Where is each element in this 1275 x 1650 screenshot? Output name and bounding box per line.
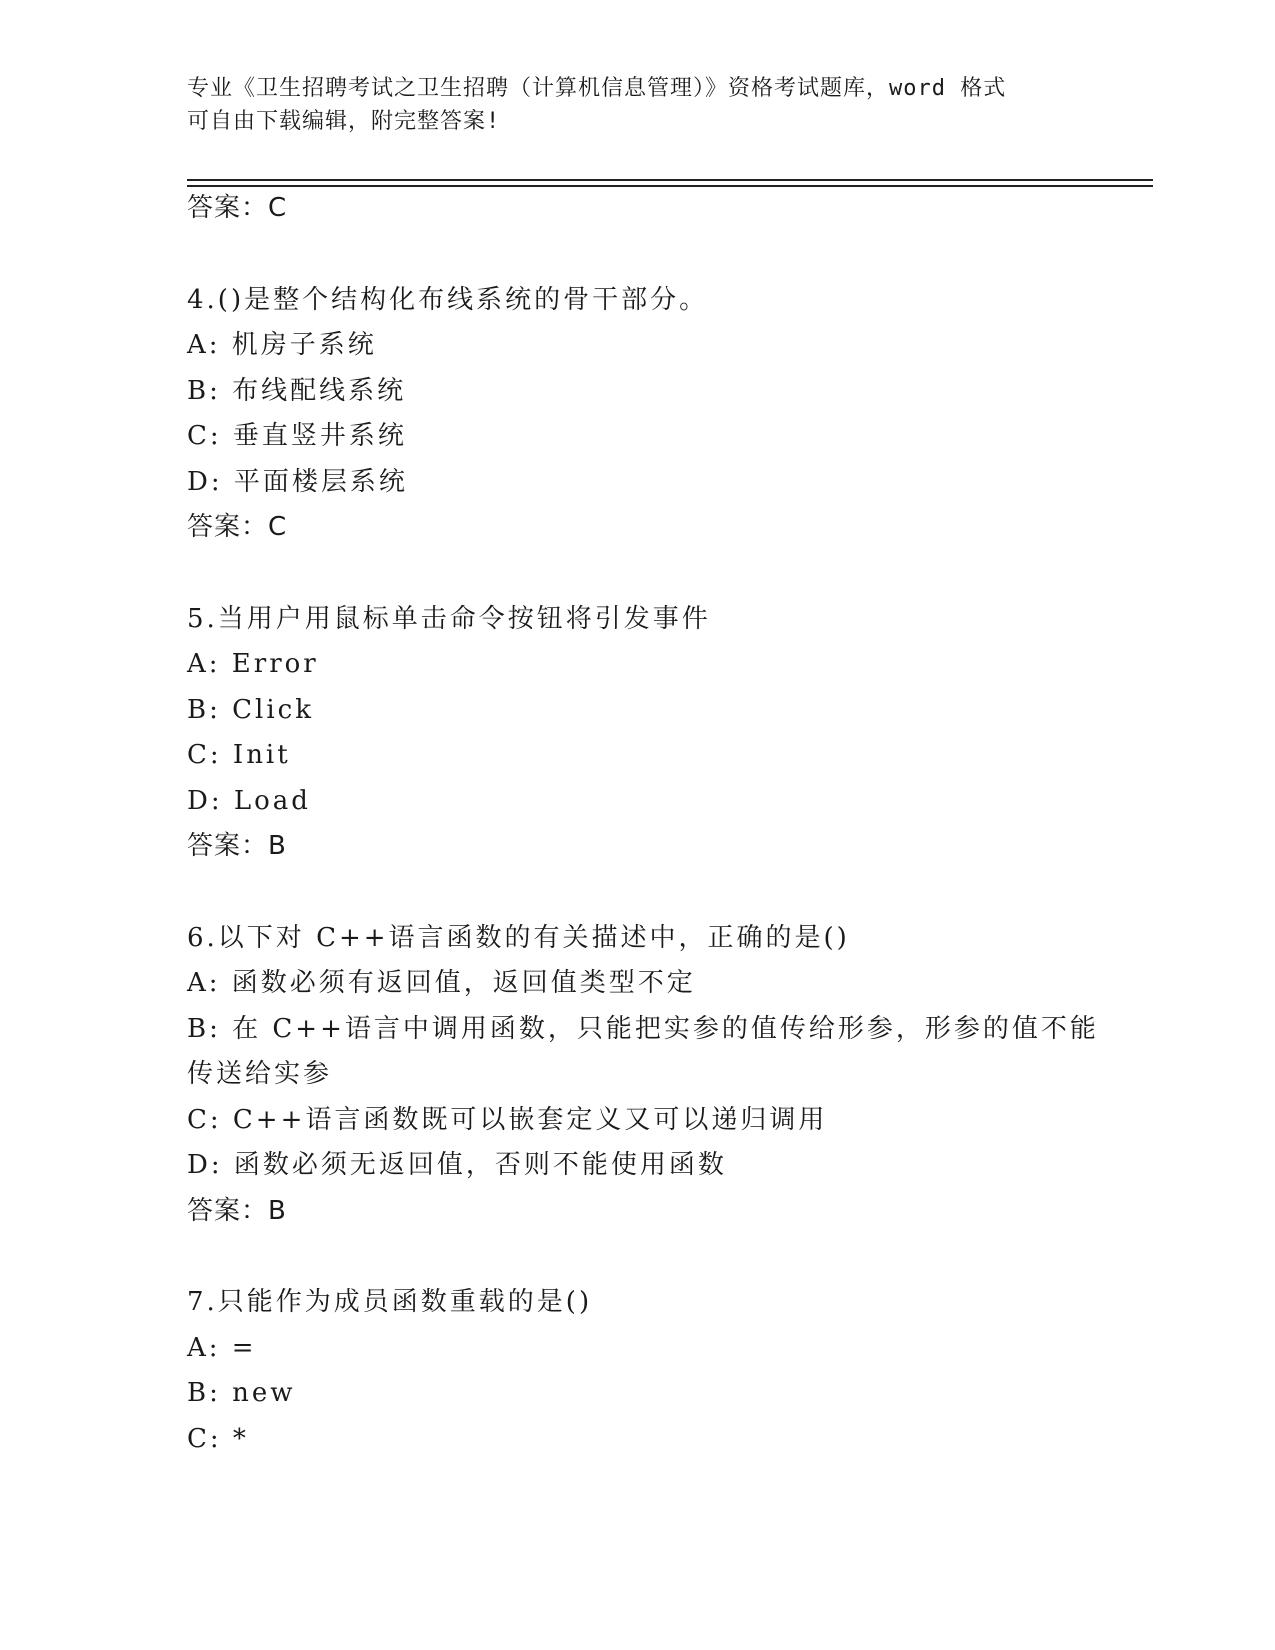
question-block	[187, 278, 1087, 551]
document-header	[187, 72, 1087, 138]
answer-line: 答案：B	[187, 831, 287, 861]
option-c: C: 垂直竖井系统	[187, 421, 407, 451]
question-block	[187, 597, 1087, 870]
option-b: B: Click	[187, 694, 314, 725]
document-body	[187, 186, 1099, 1462]
question-block	[187, 1280, 1087, 1462]
option-c: C: *	[187, 1423, 249, 1454]
option-b-continued: 传送给实参	[187, 1059, 333, 1089]
option-c: C: C++语言函数既可以嵌套定义又可以递归调用	[187, 1104, 828, 1135]
header-line-2: 可自由下载编辑，附完整答案!	[187, 109, 501, 134]
option-a: A: Error	[187, 649, 319, 679]
option-a: A: 机房子系统	[187, 330, 377, 360]
option-c: C: Init	[187, 740, 291, 770]
option-b: B: 在 C++语言中调用函数，只能把实参的值传给形参，形参的值不能	[187, 1013, 1099, 1044]
option-b: B: 布线配线系统	[187, 375, 407, 406]
question-text: 5.当用户用鼠标单击命令按钮将引发事件	[187, 603, 711, 634]
header-divider-top	[187, 179, 1153, 181]
question-text: 6.以下对 C++语言函数的有关描述中，正确的是()	[187, 922, 850, 953]
option-d: D: 平面楼层系统	[187, 466, 408, 497]
option-a: A: =	[187, 1332, 257, 1363]
question-block	[187, 916, 1099, 1235]
question-text: 7.只能作为成员函数重载的是()	[187, 1287, 593, 1317]
option-a: A: 函数必须有返回值，返回值类型不定	[187, 968, 696, 998]
option-d: D: Load	[187, 785, 311, 816]
question-text: 4.()是整个结构化布线系统的骨干部分。	[187, 284, 709, 315]
option-d: D: 函数必须无返回值，否则不能使用函数	[187, 1150, 727, 1180]
option-b: B: new	[187, 1378, 296, 1408]
answer-line: 答案：C	[187, 512, 288, 542]
header-line-1: 专业《卫生招聘考试之卫生招聘（计算机信息管理）》资格考试题库，word 格式	[187, 76, 1007, 101]
answer-line: 答案：C	[187, 193, 288, 223]
answer-line: 答案：B	[187, 1195, 287, 1226]
